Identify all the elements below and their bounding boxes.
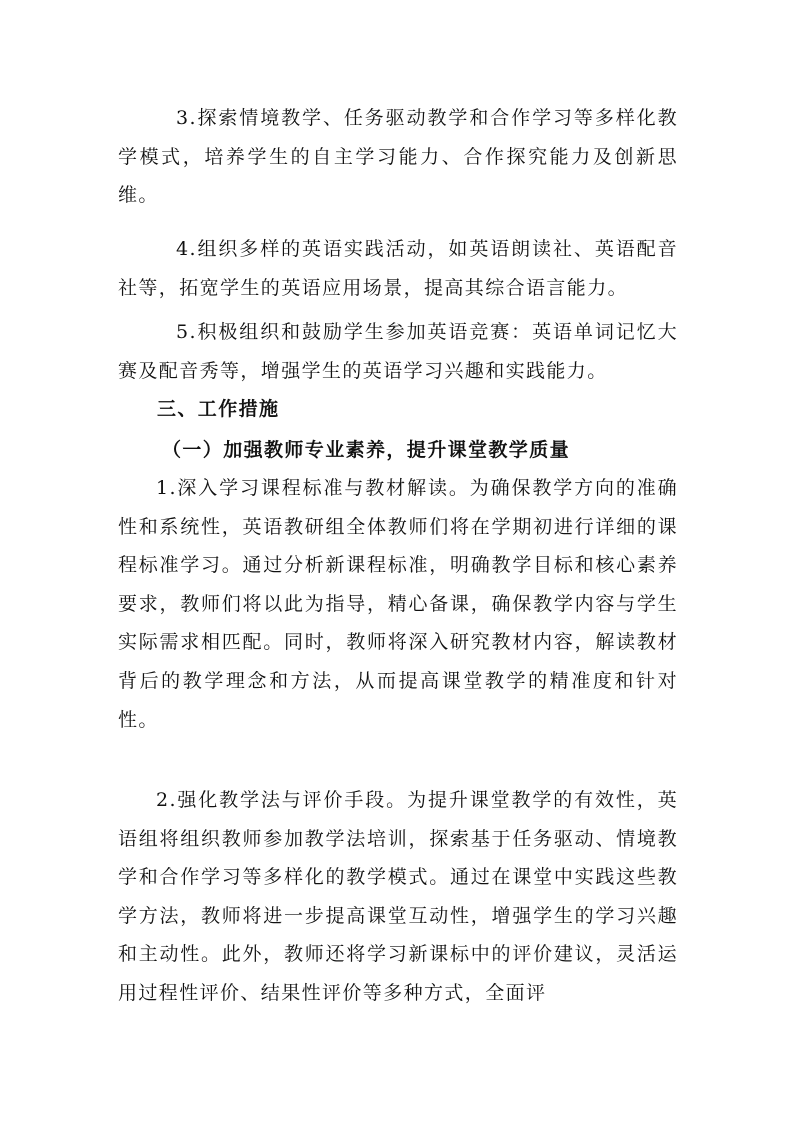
subsection-heading: （一）加强教师专业素养，提升课堂教学质量: [162, 439, 571, 461]
paragraph-measure-2: 2.强化教学法与评价手段。为提升课堂教学的有效性，英语组将组织教师参加教学法培训，探索基于任务驱动、情境教学和合作学习等多样化的教学模式。通过在课堂中实践这些教学方法，教师将进一步提高课堂互动性，增强学生的学习兴趣和主动性。此外，教师还将学习新课标中的评价建议，灵活运用过程性评价、结果性评价等多种方式，全面评: [118, 789, 678, 1004]
paragraph-item-5: 5.积极组织和鼓励学生参加英语竞赛：英语单词记忆大赛及配音秀等，增强学生的英语学习兴趣和实践能力。: [118, 321, 678, 382]
section-heading: 三、工作措施: [157, 398, 280, 420]
paragraph-measure-1: 1.深入学习课程标准与教材解读。为确保教学方向的准确性和系统性，英语教研组全体教师们将在学期初进行详细的课程标准学习。通过分析新课程标准，明确教学目标和核心素养要求，教师们将以此为指导，精心备课，确保教学内容与学生实际需求相匹配。同时，教师将深入研究教材内容，解读教材背后的教学理念和方法，从而提高课堂教学的精准度和针对性。: [118, 477, 678, 731]
paragraph-item-3: 3.探索情境教学、任务驱动教学和合作学习等多样化教学模式，培养学生的自主学习能力、合作探究能力及创新思维。: [118, 107, 678, 207]
paragraph-item-4: 4.组织多样的英语实践活动，如英语朗读社、英语配音社等，拓宽学生的英语应用场景，提高其综合语言能力。: [118, 238, 678, 299]
